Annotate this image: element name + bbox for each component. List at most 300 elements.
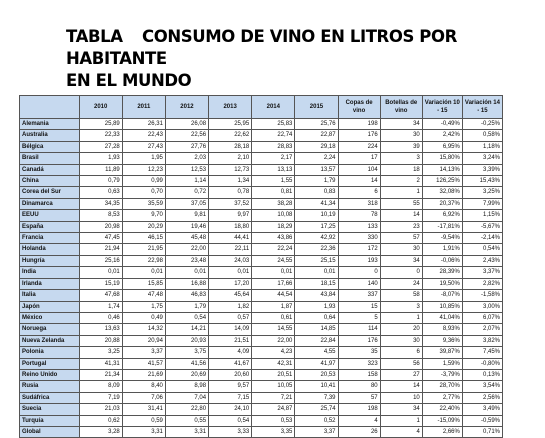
value-cell: 14,85 xyxy=(295,324,338,335)
country-cell: Japón xyxy=(20,301,80,312)
value-cell: 10 xyxy=(380,392,422,403)
table-row xyxy=(20,347,503,358)
value-cell: 34 xyxy=(380,255,422,266)
value-cell: 25,83 xyxy=(252,119,295,130)
value-cell: 1,75 xyxy=(122,301,165,312)
value-cell: -0,25% xyxy=(462,119,502,130)
value-cell: 12,23 xyxy=(122,164,165,175)
wine-consumption-table xyxy=(19,95,503,438)
value-cell: 6,92% xyxy=(422,210,462,221)
value-cell: 44,41 xyxy=(209,233,252,244)
value-cell: 3,39% xyxy=(462,164,502,175)
value-cell: 34 xyxy=(380,119,422,130)
value-cell: 21,03 xyxy=(79,404,122,415)
value-cell: 3,37% xyxy=(462,267,502,278)
value-cell: 0,13% xyxy=(462,369,502,380)
value-cell: 8,09 xyxy=(79,381,122,392)
value-cell: 224 xyxy=(338,141,380,152)
value-cell: 193 xyxy=(338,255,380,266)
value-cell: 10,08 xyxy=(252,210,295,221)
value-cell: 1,14 xyxy=(165,176,208,187)
value-cell: 20,53 xyxy=(295,369,338,380)
table-row xyxy=(20,244,503,255)
value-cell: 24,10 xyxy=(209,404,252,415)
value-cell: 0,01 xyxy=(165,267,208,278)
value-cell: -15,09% xyxy=(422,415,462,426)
value-cell: 0,61 xyxy=(252,312,295,323)
value-cell: 20,94 xyxy=(122,335,165,346)
value-cell: 34,35 xyxy=(79,198,122,209)
value-cell: 1 xyxy=(380,312,422,323)
value-cell: 126,25% xyxy=(422,176,462,187)
column-header: Botellas de vino xyxy=(380,96,422,119)
value-cell: 22,87 xyxy=(295,130,338,141)
table-row xyxy=(20,221,503,232)
value-cell: 20,60 xyxy=(209,369,252,380)
value-cell: 30 xyxy=(380,335,422,346)
column-header: 2010 xyxy=(79,96,122,119)
value-cell: 8,98 xyxy=(165,381,208,392)
value-cell: 80 xyxy=(338,381,380,392)
value-cell: 21,69 xyxy=(122,369,165,380)
value-cell: 41,56 xyxy=(165,358,208,369)
value-cell: 26,31 xyxy=(122,119,165,130)
value-cell: 1 xyxy=(380,415,422,426)
value-cell: 176 xyxy=(338,335,380,346)
value-cell: 22,40% xyxy=(422,404,462,415)
table-row xyxy=(20,335,503,346)
value-cell: 0,54 xyxy=(165,312,208,323)
table-row xyxy=(20,130,503,141)
value-cell: 20 xyxy=(380,324,422,335)
value-cell: 39 xyxy=(380,141,422,152)
value-cell: 14,09 xyxy=(209,324,252,335)
value-cell: 20,93 xyxy=(165,335,208,346)
value-cell: 3,00% xyxy=(462,301,502,312)
country-cell: Francia xyxy=(20,233,80,244)
value-cell: 337 xyxy=(338,290,380,301)
table-row xyxy=(20,267,503,278)
value-cell: 22,00 xyxy=(165,244,208,255)
value-cell: 9,97 xyxy=(209,210,252,221)
value-cell: -17,81% xyxy=(422,221,462,232)
table-row xyxy=(20,301,503,312)
country-cell: Portugal xyxy=(20,358,80,369)
value-cell: 26,08 xyxy=(165,119,208,130)
value-cell: 6,07% xyxy=(462,312,502,323)
value-cell: 3,31 xyxy=(165,426,208,437)
value-cell: 140 xyxy=(338,278,380,289)
value-cell: 7,19 xyxy=(79,392,122,403)
value-cell: 6 xyxy=(380,347,422,358)
value-cell: 2,77% xyxy=(422,392,462,403)
value-cell: 18,80 xyxy=(209,221,252,232)
value-cell: 7,06 xyxy=(122,392,165,403)
value-cell: 15,19 xyxy=(79,278,122,289)
value-cell: 56 xyxy=(380,358,422,369)
value-cell: 57 xyxy=(380,233,422,244)
table-row xyxy=(20,278,503,289)
value-cell: 176 xyxy=(338,130,380,141)
value-cell: 38,28 xyxy=(252,198,295,209)
value-cell: 27 xyxy=(380,369,422,380)
value-cell: 7,15 xyxy=(209,392,252,403)
value-cell: 15,43% xyxy=(462,176,502,187)
value-cell: 3 xyxy=(380,301,422,312)
value-cell: 32,08% xyxy=(422,187,462,198)
title-line-1 xyxy=(66,26,545,70)
country-cell: Holanda xyxy=(20,244,80,255)
value-cell: 0,01 xyxy=(295,267,338,278)
value-cell: 330 xyxy=(338,233,380,244)
value-cell: 22,33 xyxy=(79,130,122,141)
value-cell: 0,01 xyxy=(79,267,122,278)
table-row xyxy=(20,233,503,244)
column-header: Variación 10 - 15 xyxy=(422,96,462,119)
value-cell: 20,98 xyxy=(79,221,122,232)
value-cell: 10,05 xyxy=(252,381,295,392)
table-row xyxy=(20,198,503,209)
value-cell: 1,55 xyxy=(252,176,295,187)
value-cell: 2,56% xyxy=(462,392,502,403)
title-label: TABLA xyxy=(66,27,123,46)
value-cell: 13,57 xyxy=(295,164,338,175)
value-cell: 19,46 xyxy=(165,221,208,232)
value-cell: -0,49% xyxy=(422,119,462,130)
value-cell: 2,03 xyxy=(165,153,208,164)
value-cell: 22,62 xyxy=(209,130,252,141)
value-cell: 21,34 xyxy=(79,369,122,380)
value-cell: 0,64 xyxy=(295,312,338,323)
value-cell: 47,68 xyxy=(79,290,122,301)
value-cell: 15,80% xyxy=(422,153,462,164)
value-cell: 10,19 xyxy=(295,210,338,221)
value-cell: 3,35 xyxy=(252,426,295,437)
value-cell: 45,48 xyxy=(165,233,208,244)
value-cell: 30 xyxy=(380,244,422,255)
value-cell: 133 xyxy=(338,221,380,232)
value-cell: 28,39% xyxy=(422,267,462,278)
value-cell: 14 xyxy=(338,176,380,187)
value-cell: 1,93 xyxy=(79,153,122,164)
value-cell: 24,87 xyxy=(252,404,295,415)
value-cell: 6,95% xyxy=(422,141,462,152)
value-cell: 0,01 xyxy=(209,267,252,278)
value-cell: 46,15 xyxy=(122,233,165,244)
value-cell: 31,41 xyxy=(122,404,165,415)
value-cell: 22,80 xyxy=(165,404,208,415)
value-cell: -2,14% xyxy=(462,233,502,244)
value-cell: 8,40 xyxy=(122,381,165,392)
value-cell: 10,85% xyxy=(422,301,462,312)
value-cell: 15 xyxy=(338,301,380,312)
value-cell: 37,52 xyxy=(209,198,252,209)
column-header: 2011 xyxy=(122,96,165,119)
country-cell: EEUU xyxy=(20,210,80,221)
value-cell: 23,48 xyxy=(165,255,208,266)
value-cell: 1,95 xyxy=(122,153,165,164)
value-cell: 3,31 xyxy=(122,426,165,437)
value-cell: -0,06% xyxy=(422,255,462,266)
country-cell: Bélgica xyxy=(20,141,80,152)
value-cell: -5,67% xyxy=(462,221,502,232)
value-cell: 24,55 xyxy=(252,255,295,266)
value-cell: 1,18% xyxy=(462,141,502,152)
value-cell: 20,69 xyxy=(165,369,208,380)
value-cell: 20,37% xyxy=(422,198,462,209)
value-cell: 6 xyxy=(338,187,380,198)
value-cell: 0,79 xyxy=(79,176,122,187)
value-cell: 41,97 xyxy=(295,358,338,369)
value-cell: 30 xyxy=(380,130,422,141)
value-cell: 3,33 xyxy=(209,426,252,437)
value-cell: 0,55 xyxy=(165,415,208,426)
value-cell: 43,86 xyxy=(252,233,295,244)
table-row xyxy=(20,381,503,392)
value-cell: 28,18 xyxy=(209,141,252,152)
table-row xyxy=(20,404,503,415)
value-cell: 3,37 xyxy=(122,347,165,358)
value-cell: 78 xyxy=(338,210,380,221)
value-cell: 2,42% xyxy=(422,130,462,141)
value-cell: 2,43% xyxy=(462,255,502,266)
value-cell: 25,74 xyxy=(295,404,338,415)
value-cell: 4 xyxy=(338,415,380,426)
value-cell: 22,98 xyxy=(122,255,165,266)
value-cell: 4 xyxy=(380,426,422,437)
table-row xyxy=(20,312,503,323)
value-cell: 0,53 xyxy=(252,415,295,426)
value-cell: 22,84 xyxy=(295,335,338,346)
value-cell: 25,15 xyxy=(295,255,338,266)
value-cell: 0,57 xyxy=(209,312,252,323)
value-cell: 0,54% xyxy=(462,244,502,255)
value-cell: 28,83 xyxy=(252,141,295,152)
value-cell: 46,83 xyxy=(165,290,208,301)
country-cell: Dinamarca xyxy=(20,198,80,209)
table-row xyxy=(20,392,503,403)
value-cell: 7,04 xyxy=(165,392,208,403)
value-cell: 41,04% xyxy=(422,312,462,323)
value-cell: 25,16 xyxy=(79,255,122,266)
value-cell: 22,36 xyxy=(295,244,338,255)
value-cell: 20,51 xyxy=(252,369,295,380)
value-cell: 16,88 xyxy=(165,278,208,289)
value-cell: 14,55 xyxy=(252,324,295,335)
table-row xyxy=(20,255,503,266)
value-cell: 3 xyxy=(380,153,422,164)
value-cell: 22,43 xyxy=(122,130,165,141)
value-cell: -9,54% xyxy=(422,233,462,244)
value-cell: 0 xyxy=(380,267,422,278)
value-cell: 1,91% xyxy=(422,244,462,255)
country-cell: China xyxy=(20,176,80,187)
value-cell: 9,57 xyxy=(209,381,252,392)
country-cell: Noruega xyxy=(20,324,80,335)
value-cell: 55 xyxy=(380,198,422,209)
value-cell: 1,93 xyxy=(295,301,338,312)
value-cell: 7,45% xyxy=(462,347,502,358)
value-cell: 37,05 xyxy=(165,198,208,209)
table-row xyxy=(20,164,503,175)
value-cell: 41,57 xyxy=(122,358,165,369)
table-row xyxy=(20,210,503,221)
value-cell: 21,51 xyxy=(209,335,252,346)
table-row xyxy=(20,358,503,369)
column-header: 2015 xyxy=(295,96,338,119)
value-cell: 1,82 xyxy=(209,301,252,312)
value-cell: 20,88 xyxy=(79,335,122,346)
value-cell: 8,53 xyxy=(79,210,122,221)
value-cell: -1,58% xyxy=(462,290,502,301)
value-cell: 0,62 xyxy=(79,415,122,426)
value-cell: 0,58% xyxy=(462,130,502,141)
value-cell: 27,28 xyxy=(79,141,122,152)
value-cell: 0,83 xyxy=(295,187,338,198)
value-cell: 0,54 xyxy=(209,415,252,426)
value-cell: 20,29 xyxy=(122,221,165,232)
value-cell: 47,48 xyxy=(122,290,165,301)
value-cell: 14,21 xyxy=(165,324,208,335)
value-cell: 17 xyxy=(338,153,380,164)
value-cell: 0,01 xyxy=(122,267,165,278)
value-cell: 323 xyxy=(338,358,380,369)
value-cell: 8,93% xyxy=(422,324,462,335)
value-cell: 41,67 xyxy=(209,358,252,369)
country-cell: Hungría xyxy=(20,255,80,266)
value-cell: 44,54 xyxy=(252,290,295,301)
country-cell: Canadá xyxy=(20,164,80,175)
table-row xyxy=(20,369,503,380)
value-cell: 22,56 xyxy=(165,130,208,141)
value-cell: 22,11 xyxy=(209,244,252,255)
value-cell: 45,64 xyxy=(209,290,252,301)
table-row xyxy=(20,324,503,335)
value-cell: 3,25 xyxy=(79,347,122,358)
value-cell: 22,74 xyxy=(252,130,295,141)
value-cell: 15,85 xyxy=(122,278,165,289)
value-cell: -3,79% xyxy=(422,369,462,380)
value-cell: 14,32 xyxy=(122,324,165,335)
value-cell: 9,70 xyxy=(122,210,165,221)
value-cell: 2,82% xyxy=(462,278,502,289)
country-cell: Polonia xyxy=(20,347,80,358)
value-cell: 1,79 xyxy=(165,301,208,312)
value-cell: 1,15% xyxy=(462,210,502,221)
value-cell: -0,80% xyxy=(462,358,502,369)
value-cell: 18,29 xyxy=(252,221,295,232)
value-cell: 1,87 xyxy=(252,301,295,312)
value-cell: 198 xyxy=(338,404,380,415)
page-title xyxy=(66,26,545,92)
value-cell: 172 xyxy=(338,244,380,255)
table-row xyxy=(20,176,503,187)
value-cell: 26 xyxy=(338,426,380,437)
value-cell: 0,49 xyxy=(122,312,165,323)
value-cell: 24 xyxy=(380,278,422,289)
country-cell: Suecia xyxy=(20,404,80,415)
value-cell: 3,25% xyxy=(462,187,502,198)
table-row xyxy=(20,290,503,301)
value-cell: 7,99% xyxy=(462,198,502,209)
column-header: Copas de vino xyxy=(338,96,380,119)
value-cell: 14 xyxy=(380,210,422,221)
table-row xyxy=(20,141,503,152)
country-cell: México xyxy=(20,312,80,323)
table-row xyxy=(20,119,503,130)
value-cell: 3,82% xyxy=(462,335,502,346)
value-cell: 1 xyxy=(380,187,422,198)
value-cell: 158 xyxy=(338,369,380,380)
value-cell: 29,18 xyxy=(295,141,338,152)
value-cell: 42,92 xyxy=(295,233,338,244)
value-cell: 58 xyxy=(380,290,422,301)
country-cell: España xyxy=(20,221,80,232)
value-cell: 198 xyxy=(338,119,380,130)
country-cell: Turquía xyxy=(20,415,80,426)
title-line-2: EN EL MUNDO xyxy=(66,71,192,90)
value-cell: 0,81 xyxy=(252,187,295,198)
country-cell: Australia xyxy=(20,130,80,141)
value-cell: 0 xyxy=(338,267,380,278)
value-cell: 2,66% xyxy=(422,426,462,437)
value-cell: 13,13 xyxy=(252,164,295,175)
table-row xyxy=(20,153,503,164)
value-cell: 19,50% xyxy=(422,278,462,289)
value-cell: 2 xyxy=(380,176,422,187)
value-cell: 0,70 xyxy=(122,187,165,198)
country-cell: Sudáfrica xyxy=(20,392,80,403)
value-cell: 10,41 xyxy=(295,381,338,392)
value-cell: 18,15 xyxy=(295,278,338,289)
value-cell: 14 xyxy=(380,381,422,392)
value-cell: 17,66 xyxy=(252,278,295,289)
title-text: CONSUMO DE VINO EN LITROS POR HABITANTE xyxy=(66,27,457,68)
value-cell: 3,49% xyxy=(462,404,502,415)
header-country-cell xyxy=(20,96,80,119)
value-cell: 0,78 xyxy=(209,187,252,198)
value-cell: 28,70% xyxy=(422,381,462,392)
value-cell: 57 xyxy=(338,392,380,403)
value-cell: 3,54% xyxy=(462,381,502,392)
value-cell: 3,37 xyxy=(295,426,338,437)
value-cell: -0,59% xyxy=(462,415,502,426)
value-cell: 5 xyxy=(338,312,380,323)
value-cell: 35 xyxy=(338,347,380,358)
value-cell: 17,20 xyxy=(209,278,252,289)
value-cell: 318 xyxy=(338,198,380,209)
table-body xyxy=(20,119,503,438)
value-cell: 7,39 xyxy=(295,392,338,403)
country-cell: Italia xyxy=(20,290,80,301)
value-cell: 11,89 xyxy=(79,164,122,175)
value-cell: 2,24 xyxy=(295,153,338,164)
value-cell: 18 xyxy=(380,164,422,175)
value-cell: 23 xyxy=(380,221,422,232)
table-row xyxy=(20,426,503,437)
column-header: Variación 14 - 15 xyxy=(462,96,502,119)
column-header: 2012 xyxy=(165,96,208,119)
value-cell: 2,07% xyxy=(462,324,502,335)
value-cell: 34 xyxy=(380,404,422,415)
column-header: 2014 xyxy=(252,96,295,119)
value-cell: 0,63 xyxy=(79,187,122,198)
value-cell: 3,24% xyxy=(462,153,502,164)
value-cell: 7,21 xyxy=(252,392,295,403)
value-cell: 27,43 xyxy=(122,141,165,152)
value-cell: 0,01 xyxy=(252,267,295,278)
value-cell: 0,46 xyxy=(79,312,122,323)
